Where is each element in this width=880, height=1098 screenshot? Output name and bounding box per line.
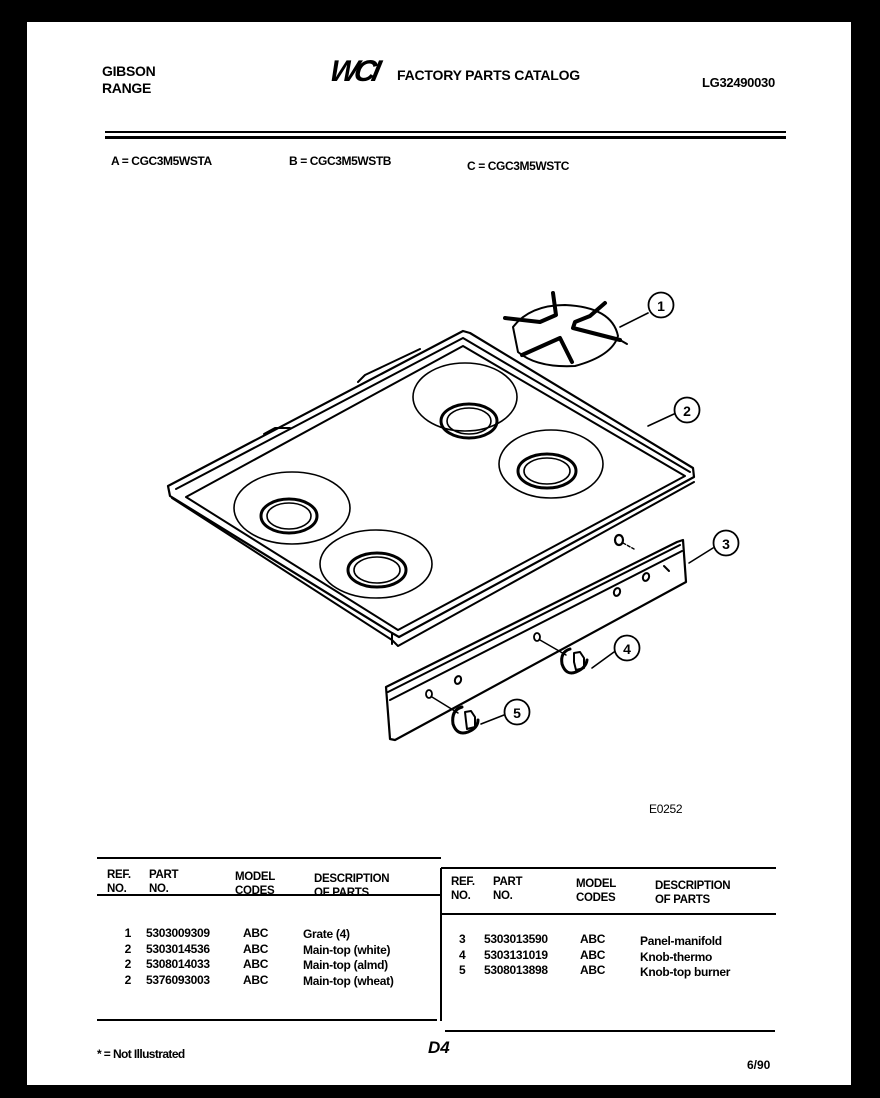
table-row-ref: 5 xyxy=(459,963,466,977)
brand-name: GIBSON xyxy=(102,63,156,79)
col-model-codes: MODEL CODES xyxy=(235,871,276,897)
table-rule-top-left xyxy=(97,857,441,859)
col-part-no: PART NO. xyxy=(149,869,179,895)
table-row-desc: Knob-thermo xyxy=(640,949,713,964)
col-part-no-right: PART NO. xyxy=(493,876,523,902)
figure-code: E0252 xyxy=(649,802,683,816)
table-rule-top-right xyxy=(441,867,776,869)
table-row-part: 5376093003 xyxy=(146,972,210,987)
page-code: D4 xyxy=(428,1038,450,1057)
catalog-title: FACTORY PARTS CATALOG xyxy=(397,67,580,83)
left-ref-column xyxy=(119,926,131,988)
right-part-column xyxy=(484,932,548,979)
table-row-part: 5303131019 xyxy=(484,947,548,962)
table-row-codes: ABC xyxy=(580,932,606,946)
left-codes-column xyxy=(243,926,268,988)
table-row-codes: ABC xyxy=(243,926,269,940)
right-desc-column xyxy=(640,934,730,981)
table-row-part: 5303013590 xyxy=(484,932,548,946)
callout-3-label: 3 xyxy=(722,536,730,552)
right-ref-column xyxy=(459,932,465,979)
table-row-desc: Panel-manifold xyxy=(640,934,722,948)
table-row-part: 5303014536 xyxy=(146,941,210,956)
panel-manifold-illustration xyxy=(386,535,686,740)
col-description-right: DESCRIPTION OF PARTS xyxy=(655,880,731,906)
callout-5-label: 5 xyxy=(513,705,521,721)
table-row-codes: ABC xyxy=(243,972,269,987)
table-row-part: 5303009309 xyxy=(146,926,210,940)
col-ref-no-right: REF. NO. xyxy=(451,876,475,902)
table-row-ref: 2 xyxy=(124,972,131,987)
col-ref-no: REF. NO. xyxy=(107,869,131,895)
model-c: C = CGC3M5WSTC xyxy=(467,159,570,173)
table-row-part: 5308013898 xyxy=(484,963,548,977)
table-row-desc: Main-top (white) xyxy=(303,942,391,957)
model-b: B = CGC3M5WSTB xyxy=(289,154,392,168)
table-rule-bottom-right xyxy=(445,1030,775,1032)
table-row-codes: ABC xyxy=(243,957,269,971)
table-row-codes: ABC xyxy=(580,963,606,977)
table-row-ref: 3 xyxy=(459,932,466,946)
left-desc-column xyxy=(303,927,394,989)
table-row-desc: Knob-top burner xyxy=(640,965,731,979)
not-illustrated-note: * = Not Illustrated xyxy=(97,1047,185,1061)
table-row-codes: ABC xyxy=(580,947,606,962)
knob-top-burner-illustration xyxy=(426,690,478,733)
model-a: A = CGC3M5WSTA xyxy=(111,154,212,168)
callout-2-label: 2 xyxy=(683,403,691,419)
table-row-desc: Grate (4) xyxy=(303,927,350,941)
col-model-codes-right: MODEL CODES xyxy=(576,878,617,904)
right-codes-column xyxy=(580,932,605,979)
main-top-illustration xyxy=(168,331,694,646)
product-type: RANGE xyxy=(102,80,152,96)
callout-1-label: 1 xyxy=(657,298,665,314)
table-row-desc: Main-top (wheat) xyxy=(303,973,394,988)
table-row-codes: ABC xyxy=(243,941,269,956)
table-row-desc: Main-top (almd) xyxy=(303,958,388,972)
revision-date: 6/90 xyxy=(747,1058,771,1072)
wci-logo: WCI xyxy=(326,55,380,88)
table-row-ref: 2 xyxy=(124,957,131,971)
col-description: DESCRIPTION OF PARTS xyxy=(314,873,390,899)
table-column-divider xyxy=(440,868,442,1021)
document-id: LG32490030 xyxy=(702,75,775,90)
table-header-rule-right xyxy=(441,913,776,915)
table-row-ref: 2 xyxy=(124,941,131,956)
table-row-ref: 1 xyxy=(124,926,131,940)
table-row-ref: 4 xyxy=(459,947,466,962)
left-part-column xyxy=(146,926,210,988)
table-rule-bottom-left xyxy=(97,1019,437,1021)
callout-4-label: 4 xyxy=(623,641,631,657)
exploded-parts-diagram xyxy=(27,22,851,822)
grate-illustration xyxy=(505,293,627,366)
table-row-part: 5308014033 xyxy=(146,957,210,971)
catalog-page xyxy=(27,22,851,1085)
